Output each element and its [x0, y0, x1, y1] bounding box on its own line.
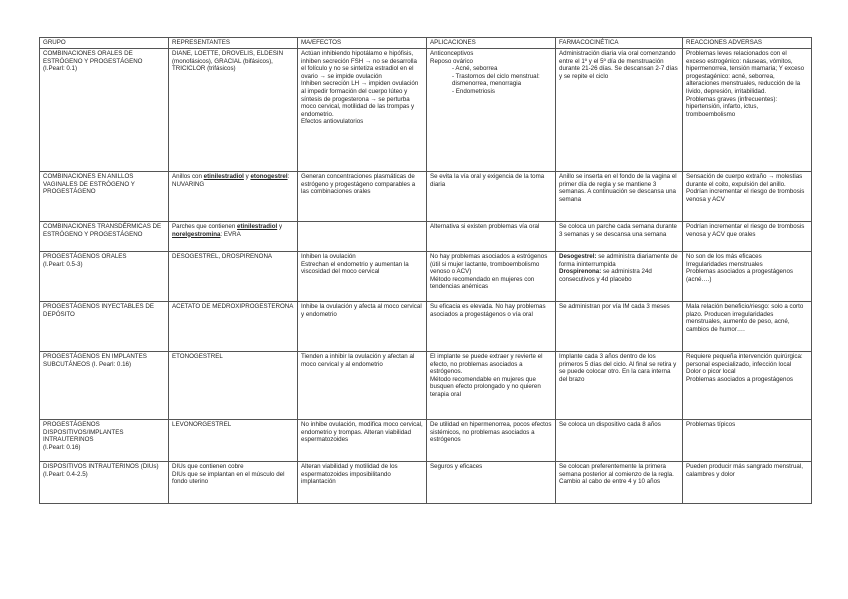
cell-text-bold: etinilestradiol [237, 223, 278, 230]
cell-line: Problemas asociados a progestágenos (acné….) [686, 268, 793, 283]
list-item: - Acné, seborrea [452, 65, 498, 73]
grupo-cell [40, 302, 169, 352]
reacciones-cell [683, 302, 812, 352]
header-aplicaciones: APLICACIONES [427, 38, 556, 49]
aplicaciones-cell [427, 462, 556, 504]
cell-line: LEVONORGESTREL [172, 421, 232, 428]
cell-line: DIUs que contienen cobre [172, 463, 244, 470]
cell-text-bold: Drospirenona: [559, 268, 602, 276]
aplicaciones-cell [427, 302, 556, 352]
efectos-cell [298, 462, 427, 504]
table-row [40, 222, 812, 252]
table-row [40, 352, 812, 420]
efectos-cell [298, 172, 427, 222]
grupo-cell [40, 352, 169, 420]
cell-line: Reposo ovárico [430, 57, 473, 65]
aplicaciones-cell [427, 172, 556, 222]
cell-line: Método recomendable en mujeres que busquen efecto prolongado y no quieren terapia oral [430, 375, 541, 398]
efectos-cell [298, 49, 427, 172]
farmaco-cell [556, 222, 683, 252]
cell-line: Anillo se inserta en el fondo de la vagina el primer día de regla y se mantiene 3 semanas. A continuación se descansa una semana [559, 173, 677, 203]
cell-line: Irregularidades menstruales [686, 260, 763, 268]
cell-line: Problemas típicos [686, 421, 736, 428]
cell-line: No hay problemas asociados a estrógenos (útil si mujer lactante, tromboembolismo venoso o ACV) [430, 253, 548, 276]
contraceptives-table [39, 37, 812, 504]
grupo-cell [40, 222, 169, 252]
aplicaciones-cell [427, 420, 556, 462]
cell-line: De utilidad en hipermenorrea, pocos efectos sistémicos, no problemas asociados a estrógenos [430, 421, 552, 444]
cell-text-bold: Desogestrel: [559, 253, 597, 260]
grupo-cell [40, 252, 169, 302]
cell-line: Se administran por vía IM cada 3 meses [559, 303, 670, 310]
cell-line: Método recomendado en mujeres con tendencias anémicas [430, 275, 535, 291]
cell-text: : NUVARING [172, 173, 290, 188]
efectos-cell [298, 352, 427, 420]
cell-line: Se colocan preferentemente la primera semana posterior al comienzo de la regla. Cambio al cabo de entre 4 y 10 años [559, 463, 674, 486]
table-row [40, 252, 812, 302]
reacciones-cell [683, 252, 812, 302]
cell-line: (I.Pearl: 0.4-2.5) [43, 470, 88, 478]
cell-line: El implante se puede extraer y revierte el efecto, no problemas asociados a estrógenos. [430, 353, 543, 376]
cell-line: Problemas asociados a progestágenos [686, 375, 793, 383]
cell-line: DIUs que se implantan en el músculo del fondo uterino [172, 470, 285, 486]
cell-line: Actúan inhibiendo hipotálamo e hipófisis, inhiben secreción FSH → no se desarrolla el folículo y no se sintetiza estradiol en el ovario → se impide ovulación [301, 50, 417, 80]
table-row [40, 462, 812, 504]
cell-text: y [277, 223, 283, 230]
efectos-cell [298, 222, 427, 252]
representantes-cell [169, 352, 298, 420]
cell-line: PROGESTÁGENOS EN IMPLANTES SUBCUTÁNEOS (I. Pearl: 0.16) [43, 353, 147, 368]
cell-text-bold: etinilestradiol [203, 173, 244, 180]
cell-line: ACETATO DE MEDROXIPROGESTERONA [172, 303, 294, 310]
list-item: - Endometriosis [452, 87, 495, 95]
cell-text-bold: etonogestrel [250, 173, 288, 180]
representantes-cell [169, 252, 298, 302]
header-efectos: MA/EFECTOS [298, 38, 427, 49]
aplicaciones-cell [427, 222, 556, 252]
farmaco-cell [556, 420, 683, 462]
header-representantes: REPRESENTANTES [169, 38, 298, 49]
farmaco-cell [556, 172, 683, 222]
table-row [40, 172, 812, 222]
representantes-cell [169, 172, 298, 222]
cell-line: Requiere pequeña intervención quirúrgica: personal especializado, infección local [686, 353, 803, 368]
aplicaciones-cell [427, 352, 556, 420]
cell-text-bold: norelgestromina [172, 230, 221, 238]
representantes-cell [169, 462, 298, 504]
header-farmacocinetica: FARMACOCINÉTICA [556, 38, 683, 49]
cell-line: Podrían incrementar el riesgo de trombosis venosa y ACV que orales [686, 223, 805, 238]
table-row [40, 420, 812, 462]
cell-line: Sensación de cuerpo extraño → molestias durante el coito, expulsión del anillo. [686, 173, 803, 188]
cell-line: Se evita la vía oral y exigencia de la toma diaria [430, 173, 545, 188]
grupo-cell [40, 172, 169, 222]
reacciones-cell [683, 462, 812, 504]
grupo-cell [40, 49, 169, 172]
representantes-cell [169, 49, 298, 172]
table-row [40, 49, 812, 172]
cell-line: PROGESTÁGENOS INYECTABLES DE DEPÓSITO [43, 303, 154, 318]
cell-line: COMBINACIONES TRANSDÉRMICAS DE ESTRÓGENO Y PROGESTÁGENO [43, 223, 162, 238]
cell-line: Anticonceptivos [430, 50, 474, 57]
reacciones-cell [683, 222, 812, 252]
cell-line: Inhiben la ovulación [301, 253, 356, 260]
cell-line: Generan concentraciones plasmáticas de estrógeno y progestágeno comparables a las combinaciones orales [301, 173, 416, 196]
header-grupo: GRUPO [40, 38, 169, 49]
representantes-cell [169, 420, 298, 462]
cell-text: Anillos con [172, 173, 204, 180]
reacciones-cell [683, 172, 812, 222]
cell-line: No son de los más eficaces [686, 253, 762, 260]
cell-line: Tienden a inhibir la ovulación y afectan al moco cervical y al endometrio [301, 353, 415, 368]
aplicaciones-cell [427, 252, 556, 302]
cell-line: (I.Pearl: 0.16) [43, 443, 81, 451]
reacciones-cell [683, 49, 812, 172]
cell-line [559, 253, 679, 268]
cell-line: Implante cada 3 años dentro de los primeros 5 días del ciclo. Al final se retira y se puede colocar otro. En la cara interna del brazo [559, 353, 677, 383]
grupo-cell [40, 462, 169, 504]
cell-line: Problemas graves (infrecuentes): hipertensión, infarto, ictus, tromboembolismo [686, 95, 778, 118]
aplicaciones-cell [427, 49, 556, 172]
cell-text: y [243, 173, 251, 180]
reacciones-cell [683, 352, 812, 420]
cell-line: Estrechan el endometrio y aumentan la viscosidad del moco cervical [301, 260, 409, 276]
cell-line: PROGESTÁGENOS ORALES [43, 253, 127, 260]
cell-text: se administra diariamente de forma ininterrumpida [559, 253, 678, 268]
grupo-cell [40, 420, 169, 462]
efectos-cell [298, 420, 427, 462]
cell-line: DISPOSITIVOS INTRAUTERINOS (DIUs) [43, 463, 159, 470]
list-item: - Trastornos del ciclo menstrual: dismenorrea, menorragia [452, 72, 540, 88]
farmaco-cell [556, 49, 683, 172]
table-row [40, 302, 812, 352]
cell-line: Inhibe la ovulación y afecta al moco cervical y endometrio [301, 303, 422, 318]
efectos-cell [298, 252, 427, 302]
cell-line: Dolor o picor local [686, 368, 736, 376]
farmaco-cell [556, 252, 683, 302]
cell-line: ETONOGESTREL [172, 353, 223, 360]
header-reacciones: REACCIONES ADVERSAS [683, 38, 812, 49]
representantes-cell [169, 222, 298, 252]
cell-text: : EVRA [220, 230, 241, 238]
cell-line: Mala relación beneficio/riesgo: solo a corto plazo. Producen irregularidades menstruales, aumento de peso, acné, cambios de humor…. [686, 303, 804, 333]
efectos-cell [298, 302, 427, 352]
cell-line: Problemas leves relacionados con el exceso estrogénico: náuseas, vómitos, hipermenorrea, tensión mamaria; Y exceso progestagénico: acné, seborrea, alteraciones menstruales, reducción de la lívido, depresión, irritabilidad. [686, 50, 805, 95]
cell-line: COMBINACIONES ORALES DE ESTRÓGENO Y PROGESTÁGENO [43, 50, 143, 65]
reacciones-cell [683, 420, 812, 462]
cell-line: (I.Pearl: 0.5-3) [43, 260, 83, 268]
cell-line: Su eficacia es elevada. No hay problemas asociados a progestágenos o vía oral [430, 303, 546, 318]
cell-line: PROGESTÁGENOS DISPOSITIVOS/IMPLANTES INTRAUTERINOS [43, 421, 124, 444]
cell-line: Alteran viabilidad y motilidad de los espermatozoides imposibilitando implantación [301, 463, 398, 486]
cell-line: Se coloca un parche cada semana durante 3 semanas y se descansa una semana [559, 223, 677, 238]
cell-text: se administra 24d consecutivos y 4d placebo [559, 268, 652, 283]
cell-line: Podrían incrementar el riesgo de trombosis venosa y ACV [686, 188, 805, 203]
cell-line: Administración diaria vía oral comenzando entre el 1º y el 5º día de menstruación durante 21-26 días. Se descansan 2-7 días y se repite el ciclo [559, 50, 678, 80]
header-row [40, 38, 812, 49]
farmaco-cell [556, 462, 683, 504]
cell-line: COMBINACIONES EN ANILLOS VAGINALES DE ESTRÓGENO Y PROGESTÁGENO [43, 173, 135, 196]
cell-line: Inhiben secreción LH → impiden ovulación al impedir formación del cuerpo lúteo y síntesis de progesterona → se perturba moco cervical, motilidad de las trompas y endometrio. [301, 80, 419, 118]
cell-line: DESOGESTREL, DROSPIRENONA [172, 253, 273, 260]
cell-line: Seguros y eficaces [430, 463, 483, 470]
cell-line: Se coloca un dispositivo cada 8 años [559, 421, 661, 428]
farmaco-cell [556, 352, 683, 420]
cell-text: Parches que contienen [172, 223, 238, 230]
farmaco-cell [556, 302, 683, 352]
representantes-cell [169, 302, 298, 352]
cell-line: No inhibe ovulación, modifica moco cervical, endometrio y trompas. Alteran viabilidad espermatozoides [301, 421, 423, 444]
cell-line: (I.Pearl: 0.1) [43, 65, 78, 73]
cell-line: DIANE, LOETTE, DROVELIS, ELDESIN (monofásicos), GRACIAL (bifásicos), TRICICLOR (trifásicos) [172, 50, 284, 73]
cell-line: Pueden producir más sangrado menstrual, calambres y dolor [686, 463, 803, 478]
cell-line [559, 268, 679, 283]
cell-line: Efectos antiovulatorios [301, 118, 364, 126]
cell-line: Alternativa si existen problemas vía oral [430, 223, 540, 230]
